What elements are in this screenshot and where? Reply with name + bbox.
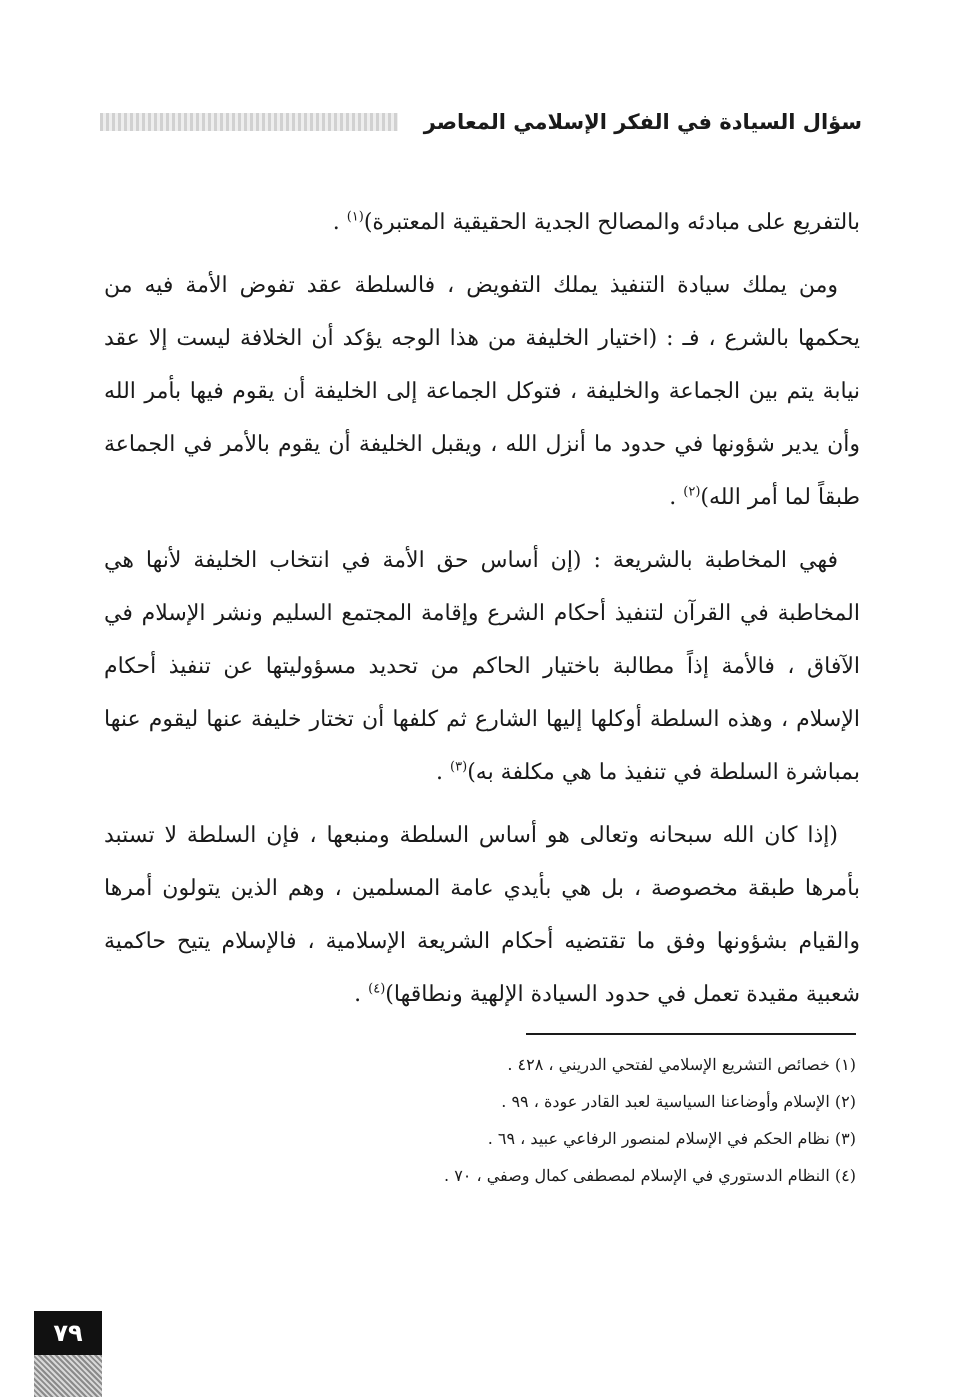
paragraph-text: بالتفريع على مبادئه والمصالح الجدية الحقيقية المعتبرة) bbox=[363, 210, 860, 235]
body-paragraph bbox=[104, 534, 860, 799]
footnote-4: (٤) النظام الدستوري في الإسلام لمصطفى كمال وصفي ، ٧٠ . bbox=[444, 1166, 856, 1185]
paragraph-text: فهي المخاطبة بالشريعة : (إن أساس حق الأمة في انتخاب الخليفة لأنها هي المخاطبة في القرآن لتنفيذ أحكام الشرع وإقامة المجتمع السليم ونشر الإسلام في الآفاق ، فالأمة إذاً مطالبة باختيار الحاكم من تحديد مسؤوليتها عن تنفيذ أحكام الإسلام ، وهذه السلطة أوكلها إليها الشارع ثم كلفها أن تختار خليفة عنها ليقوم عنها بمباشرة السلطة في تنفيذ ما هي مكلفة به) bbox=[104, 548, 860, 785]
footnotes bbox=[300, 1046, 856, 1194]
header-decorative-rule bbox=[100, 113, 398, 131]
paragraph-end: . bbox=[354, 982, 369, 1007]
footnote-ref-4: (٤) bbox=[368, 981, 386, 997]
book-title: سؤال السيادة في الفكر الإسلامي المعاصر bbox=[423, 110, 862, 134]
tab-texture bbox=[34, 1355, 102, 1397]
footnote-ref-1: (١) bbox=[346, 209, 364, 225]
footnote-ref-3: (٣) bbox=[450, 759, 468, 775]
footnote-separator bbox=[526, 1033, 856, 1035]
footnote-1: (١) خصائص التشريع الإسلامي لفتحي الدريني ، ٤٢٨ . bbox=[507, 1055, 856, 1074]
body-paragraph bbox=[104, 809, 860, 1021]
footnote-2: (٢) الإسلام وأوضاعنا السياسية لعبد القادر عودة ، ٩٩ . bbox=[501, 1092, 856, 1111]
paragraph-end: . bbox=[669, 485, 684, 510]
footnote-ref-2: (٢) bbox=[683, 484, 701, 500]
paragraph-text: ومن يملك سيادة التنفيذ يملك التفويض ، فالسلطة عقد تفوض الأمة فيه من يحكمها بالشرع ، فـ : (اختيار الخليفة من هذا الوجه يؤكد أن الخلافة ليست إلا عقد نيابة يتم بين الجماعة والخليفة ، فتوكل الجماعة إلى الخليفة أن يقوم فيها بأمر الله وأن يدير شؤونها في حدود ما أنزل الله ، ويقبل الخليفة أن يقوم بالأمر في الجماعة طبقاً لما أمر الله) bbox=[104, 273, 860, 510]
paragraph-end: . bbox=[436, 760, 451, 785]
page-number-tab bbox=[34, 1311, 102, 1397]
page-number: ٧٩ bbox=[53, 1319, 83, 1347]
paragraph-text: (إذا كان الله سبحانه وتعالى هو أساس السلطة ومنبعها ، فإن السلطة لا تستبد بأمرها طبقة مخصوصة ، بل هي بأيدي عامة المسلمين ، وهم الذين يتولون أمرها والقيام بشؤونها وفق ما تقتضيه أحكام الشريعة الإسلامية ، فالإسلام يتيح حاكمية شعبية مقيدة تعمل في حدود السيادة الإلهية ونطاقها) bbox=[104, 823, 860, 1007]
paragraph-end: . bbox=[332, 210, 347, 235]
body-paragraph bbox=[104, 196, 860, 249]
page-body bbox=[104, 196, 860, 1031]
footnote-3: (٣) نظام الحكم في الإسلام لمنصور الرفاعي عبيد ، ٦٩ . bbox=[487, 1129, 856, 1148]
running-header bbox=[100, 102, 862, 142]
body-paragraph bbox=[104, 259, 860, 524]
